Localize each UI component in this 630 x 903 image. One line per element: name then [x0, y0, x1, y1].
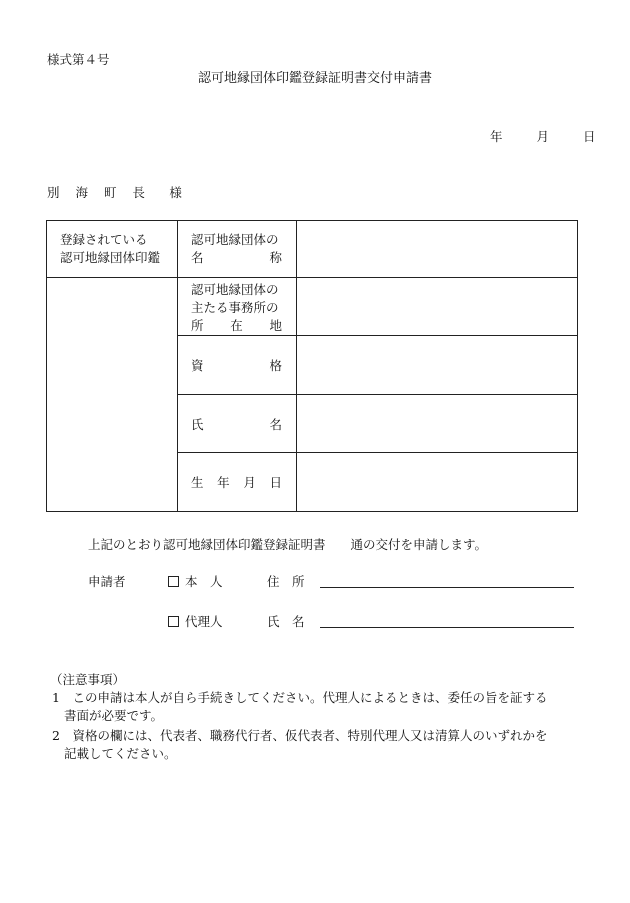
group-name-label-cell	[178, 221, 297, 278]
address-label: 住 所	[267, 574, 305, 589]
group-name-field[interactable]	[297, 221, 578, 278]
date-year-label: 年	[490, 129, 503, 144]
office-label-line2: 主たる事務所の	[191, 299, 279, 315]
seal-label-line2: 認可地縁団体印鑑	[60, 250, 161, 265]
person-name-label-cell	[178, 394, 297, 453]
group-name-label-line1: 認可地縁団体の	[191, 232, 279, 247]
note-1-line2: 書面が必要です。	[64, 708, 164, 723]
qualification-label-cell	[178, 336, 297, 395]
date-month-label: 月	[536, 129, 549, 144]
person-name-field[interactable]	[297, 394, 578, 453]
group-name-label-a: 名	[191, 250, 204, 265]
seal-label-cell	[47, 221, 178, 278]
applicant-name-field[interactable]	[320, 627, 574, 628]
office-label-c: 地	[269, 317, 282, 333]
notes-title: （注意事項）	[50, 672, 126, 687]
applicant-label: 申請者	[88, 574, 126, 589]
application-statement: 上記のとおり認可地縁団体印鑑登録証明書 通の交付を申請します。	[88, 537, 488, 552]
application-table	[46, 220, 578, 512]
birthdate-label-d: 日	[269, 475, 282, 491]
qualification-field[interactable]	[297, 336, 578, 395]
date-line	[490, 127, 595, 145]
applicant-name-label: 氏 名	[267, 614, 305, 629]
self-checkbox[interactable]	[168, 576, 179, 587]
note-2-line2: 記載してください。	[64, 746, 177, 761]
office-address-field[interactable]	[297, 277, 578, 336]
applicant-self-option[interactable]	[168, 572, 223, 590]
date-day-label: 日	[582, 129, 596, 144]
self-option-label: 本 人	[185, 574, 223, 589]
address-field[interactable]	[320, 587, 574, 588]
note-1-line1: 1 この申請は本人が自ら手続きしてください。代理人によるときは、委任の旨を証する	[52, 690, 548, 705]
office-label-cell	[178, 277, 297, 336]
note-2-line1: 2 資格の欄には、代表者、職務代行者、仮代表者、特別代理人又は清算人のいずれかを	[52, 728, 548, 743]
birthdate-label-b: 年	[217, 475, 230, 491]
applicant-agent-option[interactable]	[168, 612, 223, 630]
birthdate-label-c: 月	[243, 475, 256, 491]
qualification-label-a: 資	[191, 357, 204, 373]
birthdate-label-a: 生	[191, 475, 204, 491]
birthdate-field[interactable]	[297, 453, 578, 512]
qualification-label-b: 格	[269, 357, 282, 373]
group-name-label-b: 称	[269, 250, 282, 265]
seal-label-line1: 登録されている	[60, 232, 148, 247]
person-name-label-b: 名	[269, 416, 282, 432]
form-number: 様式第４号	[47, 52, 110, 67]
office-label-line1: 認可地縁団体の	[191, 281, 279, 297]
office-label-a: 所	[191, 317, 204, 333]
person-name-label-a: 氏	[191, 416, 204, 432]
birthdate-label-cell	[178, 453, 297, 512]
seal-impression-area[interactable]	[47, 277, 178, 511]
addressee: 別 海 町 長 様	[47, 185, 188, 200]
document-title: 認可地縁団体印鑑登録証明書交付申請書	[197, 71, 432, 86]
office-label-b: 在	[230, 317, 243, 333]
agent-checkbox[interactable]	[168, 616, 179, 627]
agent-option-label: 代理人	[185, 614, 223, 629]
